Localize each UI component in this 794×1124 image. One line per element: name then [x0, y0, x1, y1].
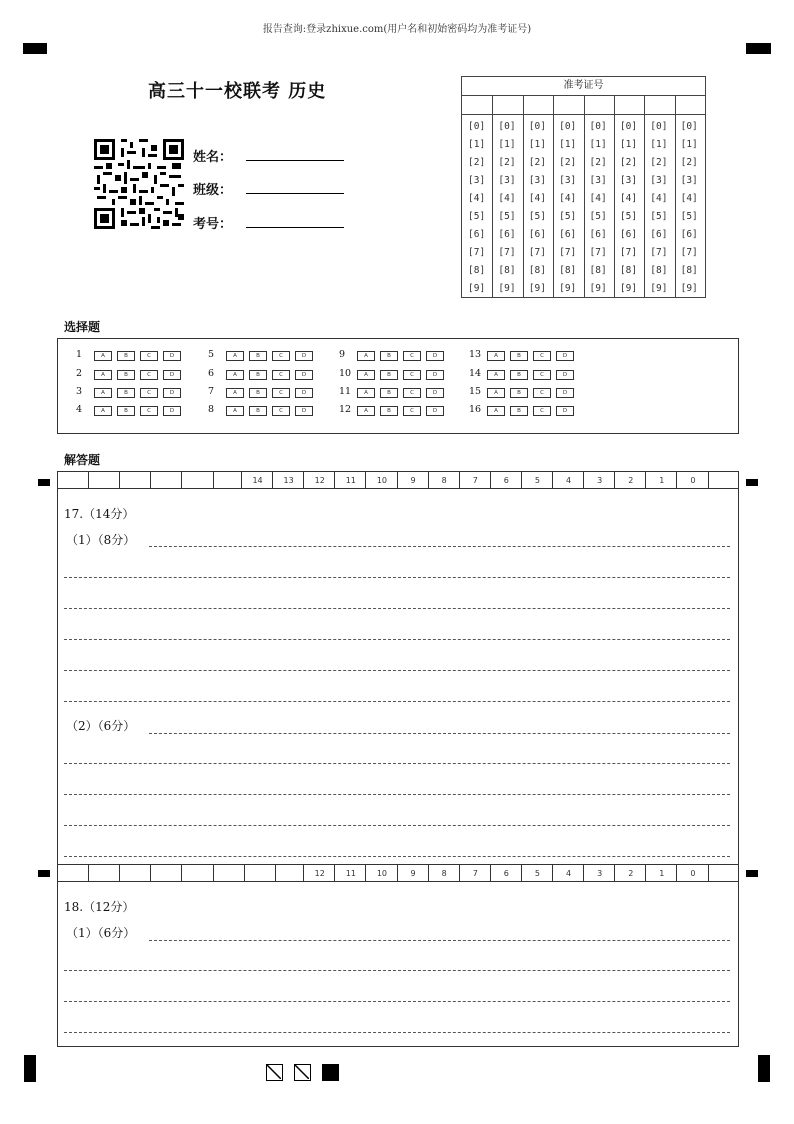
option-bubble[interactable]: D	[426, 370, 444, 380]
score-cell[interactable]: 5	[521, 865, 553, 881]
option-bubble[interactable]: A	[94, 388, 112, 398]
exam-number-digit-bubble[interactable]: [2]	[680, 157, 698, 168]
option-bubble[interactable]: B	[510, 406, 528, 416]
exam-number-digit-bubble[interactable]: [8]	[680, 265, 698, 276]
answer-writing-line[interactable]	[64, 1032, 730, 1033]
exam-number-digit-bubble[interactable]: [5]	[680, 211, 698, 222]
exam-number-digit-bubble[interactable]: [8]	[498, 265, 516, 276]
page-title: 高三十一校联考 历史	[148, 81, 327, 102]
exam-number-column-divider	[675, 95, 676, 297]
exam-number-digit-bubble[interactable]: [4]	[680, 193, 698, 204]
option-bubble[interactable]: A	[94, 351, 112, 361]
class-label: 班级：	[193, 183, 233, 198]
exam-number-digit-bubble[interactable]: [6]	[650, 229, 668, 240]
registration-mark-top-right	[746, 43, 771, 54]
exam-number-digit-bubble[interactable]: [5]	[498, 211, 516, 222]
exam-number-label: 考号：	[193, 217, 233, 232]
question-number: 5	[208, 349, 215, 360]
side-mark-right-1	[746, 479, 758, 486]
exam-number-digit-bubble[interactable]: [0]	[619, 121, 638, 132]
exam-number-digit-bubble[interactable]: [2]	[498, 157, 516, 168]
answer-writing-line[interactable]	[64, 639, 730, 640]
option-bubble[interactable]: C	[140, 370, 158, 380]
exam-number-digit-bubble[interactable]: [9]	[498, 283, 516, 294]
option-bubble[interactable]: A	[226, 351, 244, 361]
q17-part2-label: （2）（6分）	[66, 719, 136, 733]
question-number: 3	[76, 386, 83, 397]
option-bubble[interactable]: C	[272, 388, 290, 398]
score-cell[interactable]: 5	[521, 472, 553, 488]
option-bubble[interactable]: C	[272, 370, 290, 380]
option-bubble[interactable]: D	[556, 406, 574, 416]
exam-number-digit-bubble[interactable]: [4]	[650, 193, 668, 204]
exam-number-digit-bubble[interactable]: [1]	[498, 139, 516, 150]
option-bubble[interactable]: C	[533, 406, 551, 416]
score-cell[interactable]: 11	[334, 472, 366, 488]
question-number: 12	[339, 404, 352, 415]
exam-number-digit-bubble[interactable]: [2]	[650, 157, 668, 168]
score-cell[interactable]: 3	[583, 865, 615, 881]
score-cell[interactable]: 2	[614, 865, 646, 881]
choice-section-label: 选择题	[64, 320, 101, 334]
exam-number-digit-bubble[interactable]: [7]	[589, 247, 607, 258]
exam-number-digit-bubble[interactable]: [7]	[619, 247, 638, 258]
exam-number-digit-bubble[interactable]: [1]	[650, 139, 668, 150]
q17-part1-label: （1）（8分）	[66, 533, 136, 547]
option-bubble[interactable]: D	[556, 370, 574, 380]
option-bubble[interactable]: C	[272, 351, 290, 361]
side-mark-left-2	[38, 870, 50, 877]
exam-number-digit-bubble[interactable]: [9]	[559, 283, 577, 294]
exam-number-digit-bubble[interactable]: [0]	[680, 121, 698, 132]
score-cell[interactable]: 6	[490, 865, 522, 881]
answer-writing-line[interactable]	[64, 608, 730, 609]
exam-number-digit-bubble[interactable]: [8]	[650, 265, 668, 276]
option-bubble[interactable]: B	[380, 351, 398, 361]
exam-number-digit-bubble[interactable]: [8]	[528, 265, 546, 276]
option-bubble[interactable]: A	[487, 370, 505, 380]
score-cell[interactable]: 10	[365, 865, 397, 881]
score-bar-q17	[57, 471, 739, 489]
exam-number-digit-bubble[interactable]: [2]	[528, 157, 546, 168]
exam-number-digit-bubble[interactable]: [9]	[619, 283, 638, 294]
exam-number-digit-bubble[interactable]: [8]	[589, 265, 607, 276]
exam-number-digit-bubble[interactable]: [0]	[468, 121, 486, 132]
page-marker-slash-2	[294, 1064, 311, 1081]
exam-number-digit-bubble[interactable]: [7]	[680, 247, 698, 258]
exam-number-digit-bubble[interactable]: [7]	[650, 247, 668, 258]
score-cell[interactable]: 10	[365, 472, 397, 488]
option-bubble[interactable]: D	[163, 351, 181, 361]
option-bubble[interactable]: C	[140, 351, 158, 361]
option-bubble[interactable]: A	[357, 406, 375, 416]
exam-number-field[interactable]	[246, 227, 344, 228]
exam-number-digit-bubble[interactable]: [2]	[559, 157, 577, 168]
exam-number-digit-bubble[interactable]: [0]	[559, 121, 577, 132]
option-bubble[interactable]: B	[249, 351, 267, 361]
option-bubble[interactable]: D	[426, 406, 444, 416]
exam-number-digit-bubble[interactable]: [7]	[559, 247, 577, 258]
score-cell-blank	[181, 865, 213, 881]
option-bubble[interactable]: A	[226, 388, 244, 398]
exam-number-digit-bubble[interactable]: [5]	[528, 211, 546, 222]
exam-number-digit-bubble[interactable]: [6]	[528, 229, 546, 240]
option-bubble[interactable]: A	[357, 388, 375, 398]
question-number: 11	[339, 386, 352, 397]
question-number: 4	[76, 404, 83, 415]
exam-number-digit-bubble[interactable]: [9]	[528, 283, 546, 294]
class-field[interactable]	[246, 193, 344, 194]
exam-number-digit-bubble[interactable]: [3]	[559, 175, 577, 186]
question-number: 7	[208, 386, 215, 397]
exam-number-digit-bubble[interactable]: [7]	[528, 247, 546, 258]
exam-number-digit-bubble[interactable]: [3]	[498, 175, 516, 186]
name-label: 姓名：	[193, 150, 233, 165]
q17-title: 17.（14分）	[64, 507, 135, 521]
exam-number-column-divider	[614, 95, 615, 297]
score-cell[interactable]: 7	[459, 865, 491, 881]
exam-number-digit-bubble[interactable]: [5]	[650, 211, 668, 222]
option-bubble[interactable]: D	[163, 406, 181, 416]
option-bubble[interactable]: B	[380, 370, 398, 380]
answer-writing-line[interactable]	[149, 546, 730, 547]
exam-number-digit-bubble[interactable]: [2]	[619, 157, 638, 168]
option-bubble[interactable]: B	[249, 406, 267, 416]
score-cell[interactable]: 9	[397, 472, 429, 488]
score-cell-blank	[88, 472, 120, 488]
exam-number-digit-bubble[interactable]: [6]	[468, 229, 486, 240]
exam-number-digit-bubble[interactable]: [9]	[680, 283, 698, 294]
exam-number-digit-bubble[interactable]: [0]	[650, 121, 668, 132]
exam-number-digit-bubble[interactable]: [6]	[498, 229, 516, 240]
exam-number-column-divider	[644, 95, 645, 297]
exam-number-digit-bubble[interactable]: [1]	[528, 139, 546, 150]
question-number: 13	[469, 349, 482, 360]
exam-number-digit-bubble[interactable]: [8]	[559, 265, 577, 276]
score-cell-blank	[150, 472, 182, 488]
answer-writing-line[interactable]	[64, 970, 730, 971]
exam-number-digit-bubble[interactable]: [2]	[468, 157, 486, 168]
name-field[interactable]	[246, 160, 344, 161]
score-cell-blank	[275, 865, 307, 881]
exam-number-digit-bubble[interactable]: [8]	[619, 265, 638, 276]
exam-number-digit-bubble[interactable]: [5]	[619, 211, 638, 222]
score-cell[interactable]: 8	[428, 865, 460, 881]
score-cell[interactable]: 4	[552, 865, 584, 881]
option-bubble[interactable]: D	[556, 388, 574, 398]
option-bubble[interactable]: C	[403, 388, 421, 398]
score-cell[interactable]: 11	[334, 865, 366, 881]
option-bubble[interactable]: B	[380, 388, 398, 398]
score-cell[interactable]: 1	[645, 865, 677, 881]
score-cell-blank	[150, 865, 182, 881]
exam-number-title: 准考证号	[462, 77, 705, 96]
exam-number-digit-bubble[interactable]: [4]	[468, 193, 486, 204]
exam-number-column-divider	[492, 95, 493, 297]
question-number: 6	[208, 368, 215, 379]
exam-number-digit-bubble[interactable]: [7]	[468, 247, 486, 258]
question-number: 10	[339, 368, 352, 379]
option-bubble[interactable]: D	[556, 351, 574, 361]
answer-writing-line[interactable]	[64, 763, 730, 764]
option-bubble[interactable]: D	[295, 406, 313, 416]
choice-answer-box	[57, 338, 739, 434]
question-number: 1	[76, 349, 83, 360]
score-cell[interactable]: 1	[645, 472, 677, 488]
exam-number-digit-bubble[interactable]: [4]	[559, 193, 577, 204]
answer-section-label: 解答题	[64, 453, 101, 467]
exam-number-digit-bubble[interactable]: [4]	[589, 193, 607, 204]
score-cell[interactable]: 2	[614, 472, 646, 488]
score-cell[interactable]: 0	[676, 472, 708, 488]
answer-writing-line[interactable]	[64, 825, 730, 826]
exam-number-digit-bubble[interactable]: [0]	[498, 121, 516, 132]
answer-writing-line[interactable]	[64, 577, 730, 578]
option-bubble[interactable]: D	[295, 388, 313, 398]
exam-number-digit-bubble[interactable]: [9]	[650, 283, 668, 294]
side-mark-right-2	[746, 870, 758, 877]
option-bubble[interactable]: A	[487, 351, 505, 361]
score-cell-blank	[708, 865, 741, 881]
score-cell[interactable]: 8	[428, 472, 460, 488]
registration-mark-bottom-left	[24, 1055, 36, 1082]
option-bubble[interactable]: A	[357, 351, 375, 361]
score-cell[interactable]: 9	[397, 865, 429, 881]
option-bubble[interactable]: D	[295, 351, 313, 361]
exam-number-digit-bubble[interactable]: [8]	[468, 265, 486, 276]
option-bubble[interactable]: B	[117, 370, 135, 380]
report-query-note: 报告查询:登录zhixue.com(用户名和初始密码均为准考证号)	[262, 24, 532, 35]
score-cell-blank	[119, 472, 151, 488]
exam-number-digit-bubble[interactable]: [3]	[680, 175, 698, 186]
score-cell[interactable]: 3	[583, 472, 615, 488]
option-bubble[interactable]: D	[426, 388, 444, 398]
option-bubble[interactable]: A	[94, 370, 112, 380]
answer-writing-line[interactable]	[64, 701, 730, 702]
exam-number-digit-bubble[interactable]: [2]	[589, 157, 607, 168]
exam-number-digit-bubble[interactable]: [3]	[619, 175, 638, 186]
option-bubble[interactable]: C	[403, 406, 421, 416]
exam-number-column-divider	[584, 95, 585, 297]
score-cell[interactable]: 6	[490, 472, 522, 488]
option-bubble[interactable]: A	[487, 406, 505, 416]
option-bubble[interactable]: B	[249, 388, 267, 398]
option-bubble[interactable]: B	[380, 406, 398, 416]
answer-writing-line[interactable]	[149, 940, 730, 941]
score-cell[interactable]: 14	[241, 472, 273, 488]
exam-number-digit-bubble[interactable]: [9]	[468, 283, 486, 294]
exam-number-digit-bubble[interactable]: [9]	[589, 283, 607, 294]
exam-number-digit-bubble[interactable]: [5]	[468, 211, 486, 222]
answer-writing-line[interactable]	[64, 794, 730, 795]
exam-number-digit-bubble[interactable]: [1]	[619, 139, 638, 150]
side-mark-left-1	[38, 479, 50, 486]
exam-number-column-divider	[553, 95, 554, 297]
score-cell-blank	[244, 865, 276, 881]
exam-number-column-divider	[523, 95, 524, 297]
option-bubble[interactable]: B	[117, 351, 135, 361]
exam-number-digit-bubble[interactable]: [3]	[650, 175, 668, 186]
option-bubble[interactable]: A	[226, 370, 244, 380]
option-bubble[interactable]: B	[510, 370, 528, 380]
exam-number-digit-bubble[interactable]: [6]	[619, 229, 638, 240]
answer-frame	[57, 471, 739, 1047]
answer-writing-line[interactable]	[149, 733, 730, 734]
option-bubble[interactable]: C	[272, 406, 290, 416]
page-marker-slash-1	[266, 1064, 283, 1081]
score-bar-q18	[57, 864, 739, 882]
option-bubble[interactable]: D	[426, 351, 444, 361]
score-cell-blank	[708, 472, 741, 488]
exam-number-digit-bubble[interactable]: [6]	[559, 229, 577, 240]
option-bubble[interactable]: C	[533, 388, 551, 398]
score-cell-blank	[213, 865, 245, 881]
option-bubble[interactable]: D	[163, 370, 181, 380]
exam-number-digit-bubble[interactable]: [3]	[528, 175, 546, 186]
page-marker-filled	[322, 1064, 339, 1081]
answer-writing-line[interactable]	[64, 856, 730, 857]
score-cell[interactable]: 7	[459, 472, 491, 488]
option-bubble[interactable]: C	[403, 351, 421, 361]
exam-number-digit-bubble[interactable]: [0]	[589, 121, 607, 132]
q18-title: 18.（12分）	[64, 900, 135, 914]
question-number: 2	[76, 368, 83, 379]
exam-number-digit-bubble[interactable]: [7]	[498, 247, 516, 258]
exam-number-digit-bubble[interactable]: [1]	[559, 139, 577, 150]
option-bubble[interactable]: B	[510, 388, 528, 398]
exam-number-digit-bubble[interactable]: [4]	[619, 193, 638, 204]
option-bubble[interactable]: C	[533, 370, 551, 380]
option-bubble[interactable]: A	[357, 370, 375, 380]
exam-number-digit-bubble[interactable]: [5]	[589, 211, 607, 222]
score-cell[interactable]: 4	[552, 472, 584, 488]
option-bubble[interactable]: C	[533, 351, 551, 361]
option-bubble[interactable]: A	[94, 406, 112, 416]
answer-writing-line[interactable]	[64, 670, 730, 671]
option-bubble[interactable]: D	[163, 388, 181, 398]
score-cell-blank	[181, 472, 213, 488]
question-number: 15	[469, 386, 482, 397]
exam-number-digit-bubble[interactable]: [6]	[680, 229, 698, 240]
option-bubble[interactable]: C	[140, 388, 158, 398]
exam-number-digit-bubble[interactable]: [0]	[528, 121, 546, 132]
score-cell-blank	[88, 865, 120, 881]
answer-writing-line[interactable]	[64, 1001, 730, 1002]
exam-number-digit-bubble[interactable]: [4]	[498, 193, 516, 204]
question-number: 14	[469, 368, 482, 379]
score-cell[interactable]: 13	[272, 472, 304, 488]
exam-number-digit-bubble[interactable]: [3]	[468, 175, 486, 186]
qr-code	[94, 139, 184, 229]
exam-number-digit-bubble[interactable]: [5]	[559, 211, 577, 222]
exam-number-digit-bubble[interactable]: [4]	[528, 193, 546, 204]
option-bubble[interactable]: B	[249, 370, 267, 380]
exam-number-digit-bubble[interactable]: [1]	[589, 139, 607, 150]
exam-number-digit-bubble[interactable]: [3]	[589, 175, 607, 186]
option-bubble[interactable]: B	[117, 388, 135, 398]
exam-number-grid	[461, 76, 706, 298]
registration-mark-bottom-right	[758, 1055, 770, 1082]
registration-mark-top-left	[23, 43, 47, 54]
score-cell[interactable]: 12	[303, 865, 335, 881]
score-cell-blank	[213, 472, 245, 488]
score-cell-blank	[119, 865, 151, 881]
question-number: 9	[339, 349, 346, 360]
option-bubble[interactable]: A	[487, 388, 505, 398]
exam-number-digit-bubble[interactable]: [1]	[468, 139, 486, 150]
option-bubble[interactable]: A	[226, 406, 244, 416]
score-cell[interactable]: 0	[676, 865, 708, 881]
option-bubble[interactable]: B	[510, 351, 528, 361]
option-bubble[interactable]: C	[140, 406, 158, 416]
score-cell[interactable]: 12	[303, 472, 335, 488]
exam-number-digit-bubble[interactable]: [1]	[680, 139, 698, 150]
question-number: 8	[208, 404, 215, 415]
option-bubble[interactable]: B	[117, 406, 135, 416]
question-number: 16	[469, 404, 482, 415]
exam-number-digit-bubble[interactable]: [6]	[589, 229, 607, 240]
option-bubble[interactable]: D	[295, 370, 313, 380]
q18-part1-label: （1）（6分）	[66, 926, 136, 940]
option-bubble[interactable]: C	[403, 370, 421, 380]
